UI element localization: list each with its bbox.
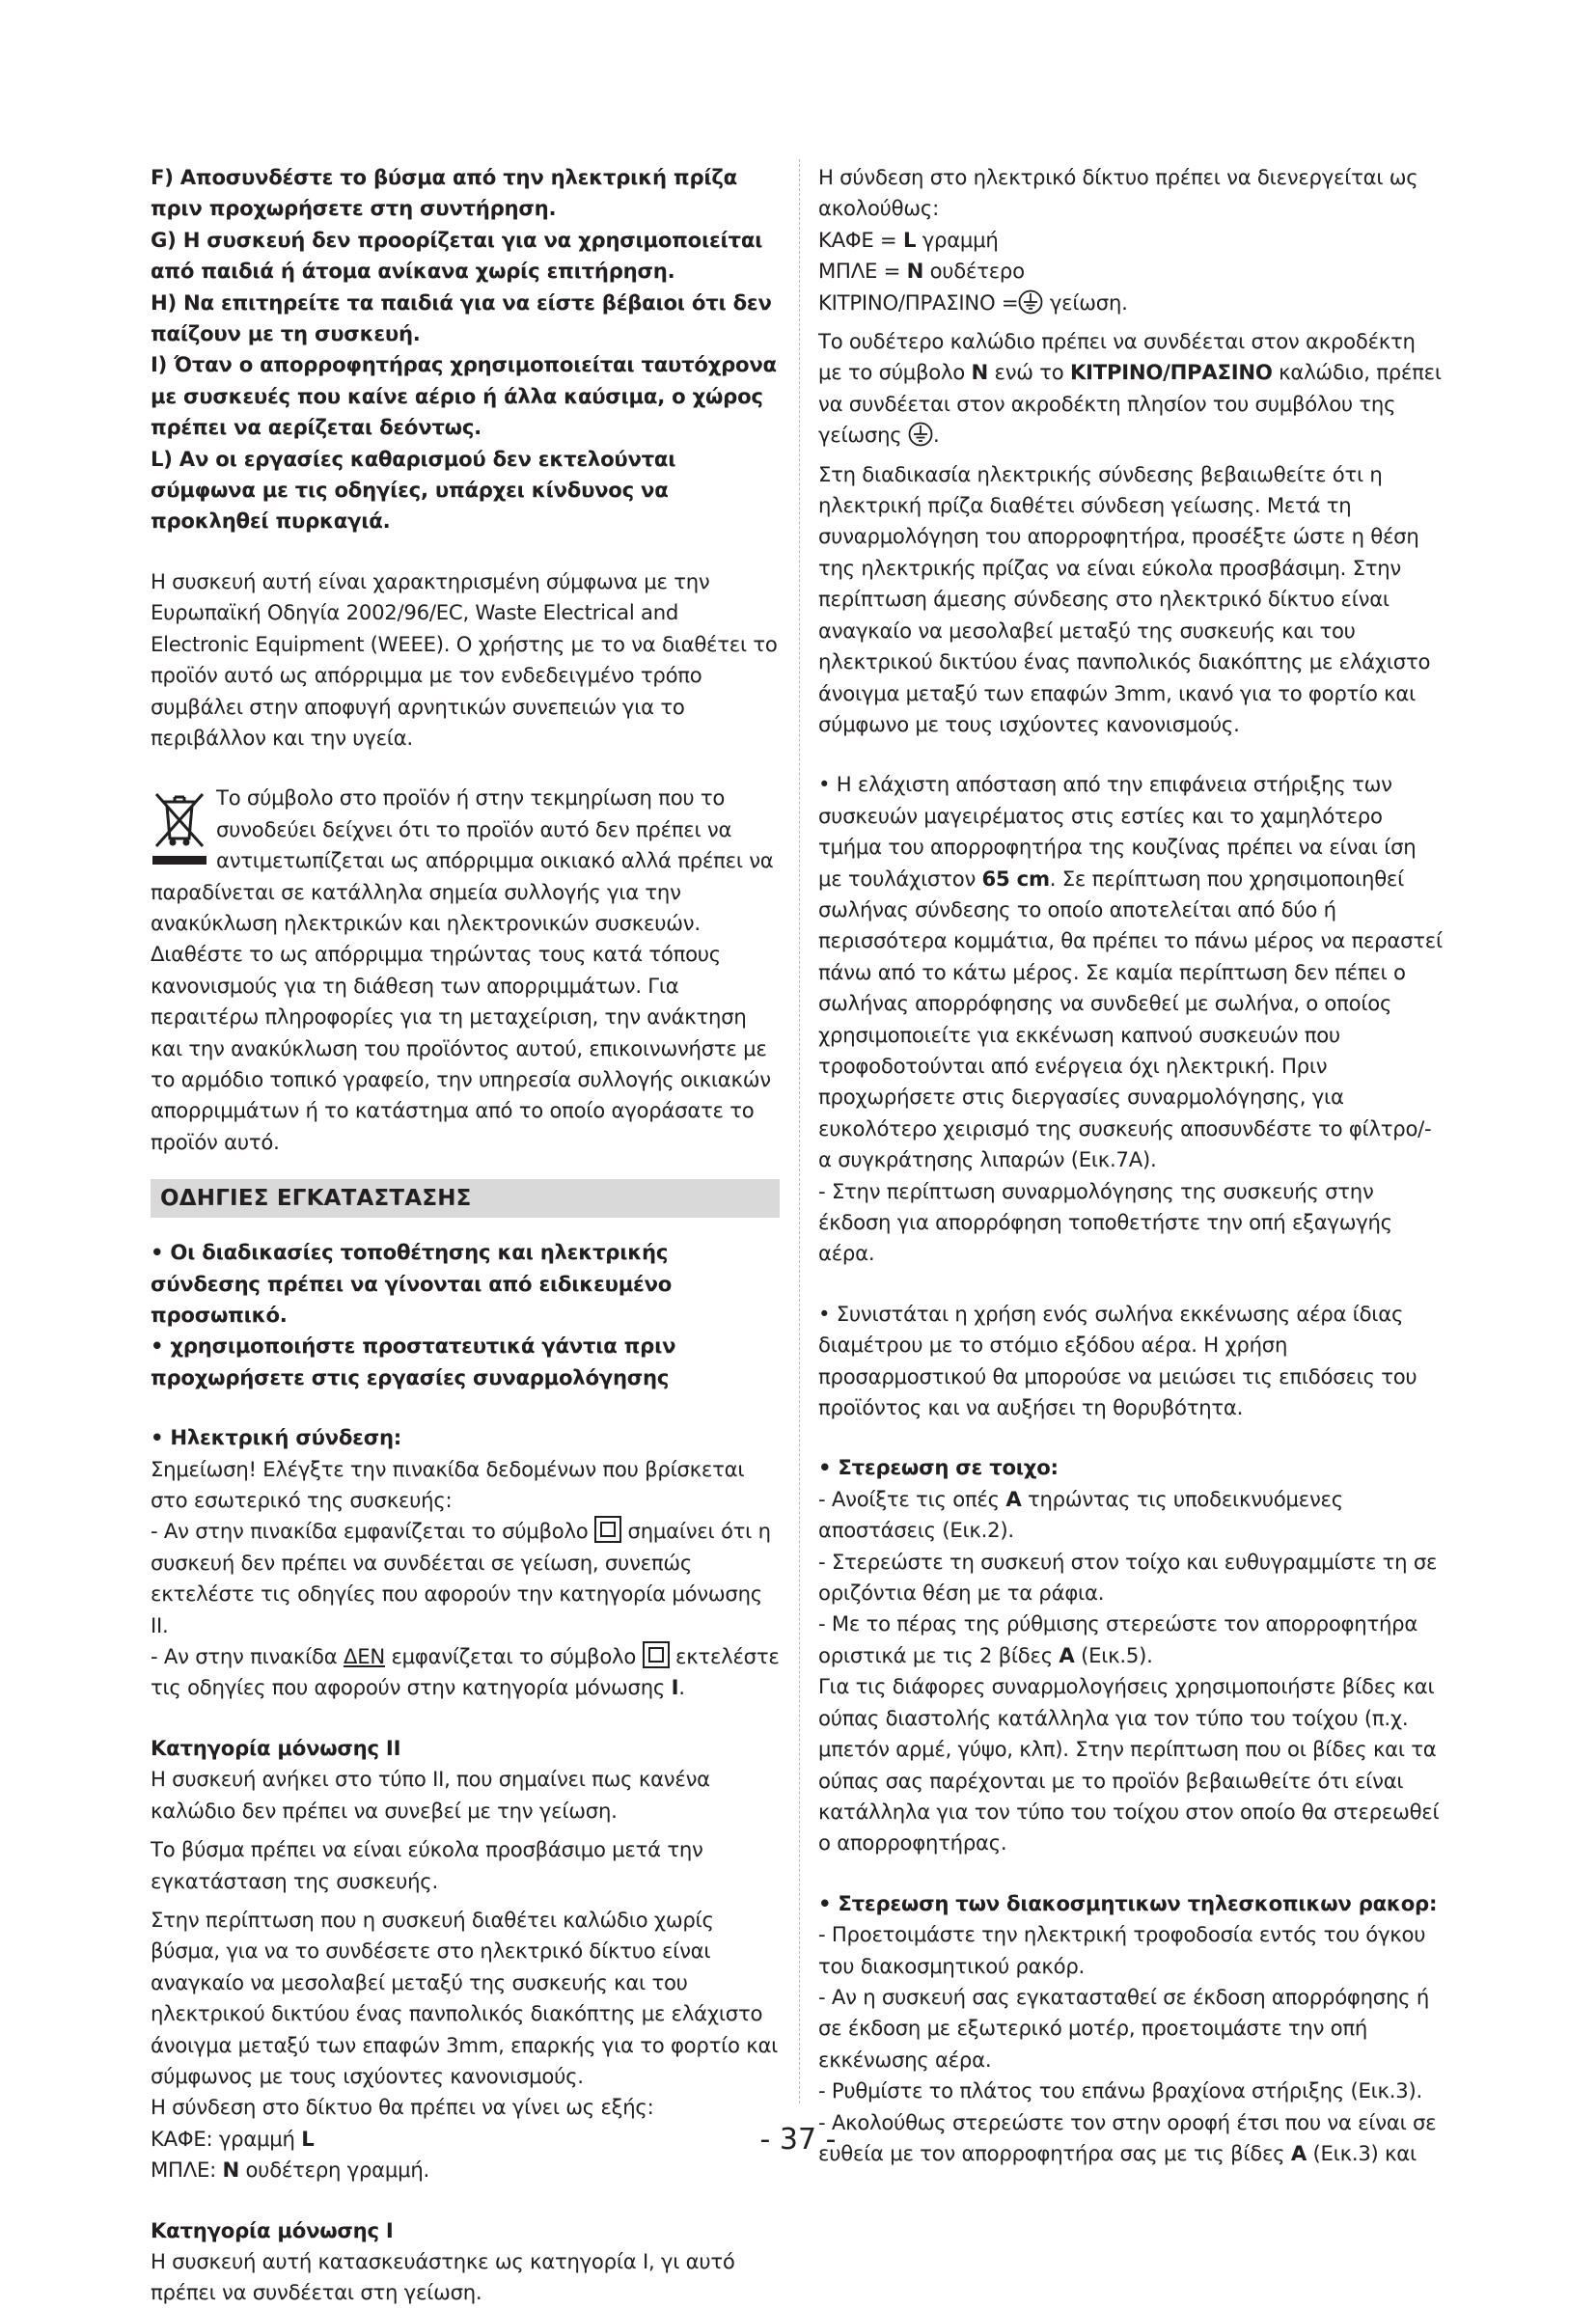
weee-block	[151, 783, 780, 1158]
section-title: ΟΔΗΓΙΕΣ ΕΓΚΑΤΑΣΤΑΣΗΣ	[151, 1179, 780, 1218]
brown-pre: ΚΑΦΕ =	[818, 227, 897, 252]
yg-text: γείωση.	[1049, 289, 1128, 315]
wall-1-post: τηρώντας τις υποδεικνυόμενες αποστάσεις (Εικ.2).	[818, 1486, 1343, 1543]
no-symbol-post: εκτελέστε τις οδηγίες που αφορούν στην κατηγορία μόνωσης	[151, 1644, 780, 1700]
telescopic-heading: • Στερεωση των διακοσμητικων τηλεσκοπικων ρακορ:	[818, 1890, 1438, 1915]
blue-letter: N	[906, 259, 924, 284]
neutral-p1: Το ουδέτερο καλώδιο πρέπει να συνδέεται στον ακροδέκτη με το σύμβολο	[818, 329, 1416, 385]
class-symbol-post: σημαίνει ότι η συσκευή δεν πρέπει να συνδέεται σε γείωση, συνεπώς εκτελέστε τις οδηγίες που αφορούν την κατηγορία μόνωσης II.	[151, 1519, 771, 1637]
class-symbol-pre: - Αν στην πινακίδα εμφανίζεται το σύμβολο	[151, 1519, 589, 1544]
connection-intro: Η σύνδεση στο ηλεκτρικό δίκτυο πρέπει να διενεργείται ως ακολούθως:	[818, 165, 1418, 221]
neutral-yg: ΚΙΤΡΙΝΟ/ΠΡΑΣΙΝΟ	[1070, 360, 1273, 385]
brown-wire-line	[818, 225, 1444, 256]
wall-1-pre: - Ανοίξτε τις οπές	[818, 1486, 1000, 1511]
warning-h: H) Να επιτηρείτε τα παιδιά για να είστε βέβαιοι ότι δεν παίζουν με τη συσκευή.	[151, 289, 772, 346]
class-symbol-paragraph	[151, 1516, 780, 1641]
warning-g: G) Η συσκευή δεν προορίζεται για να χρησιμοποιείται από παιδιά ή άτομα ανίκανα χωρίς επιτήρηση.	[151, 227, 763, 284]
yellow-green-wire-line	[818, 288, 1444, 318]
class2-paragraph-1: Η συσκευή ανήκει στο τύπο II, που σημαίνει πως κανένα καλώδιο δεν πρέπει να συνεβεί με την γείωση.	[151, 1767, 710, 1823]
class2-paragraph-4: Η σύνδεση στο δίκτυο θα πρέπει να γίνει ως εξής:	[151, 2095, 654, 2120]
blue-letter: N	[222, 2158, 239, 2183]
wall-1-a: A	[1005, 1486, 1022, 1511]
warning-i: I) Όταν ο απορροφητήρας χρησιμοποιείται ταυτόχρονα με συσκευές που καίνε αέριο ή άλλα καύσιμα, ο χώρος πρέπει να αερίζεται δεόντως.	[151, 352, 777, 440]
extraction-note: - Στην περίπτωση συναρμολόγησης της συσκευής στην έκδοση για απορρόφηση τοποθετήστε την οπή εξαγωγής αέρα.	[818, 1178, 1392, 1266]
tele-4-pre: - Ακολούθως στερεώστε τον στην οροφή έτσι που να είναι σε ευθεία με τον απορροφητήρα σας με τις βίδες	[818, 2109, 1437, 2165]
brown-text: γραμμή	[922, 227, 999, 252]
no-symbol-class: I	[671, 1675, 679, 1700]
telescopic-step-1: - Προετοιμάστε την ηλεκτρική τροφοδοσία εντός του όγκου του διακοσμητικού ρακόρ.	[818, 1922, 1426, 1978]
blue-text: ουδέτερο	[929, 259, 1025, 284]
neutral-end: .	[932, 423, 940, 448]
warning-f: F) Αποσυνδέστε το βύσμα από την ηλεκτρική πρίζα πριν προχωρήσετε στη συντήρηση.	[151, 165, 737, 221]
telescopic-step-2: - Αν η συσκευή σας εγκατασταθεί σε έκδοση απορρόφησης ή σε έκδοση με εξωτερικό μοτέρ, προετοιμάστε την οπή εκκένωσης αέρα.	[818, 1984, 1430, 2072]
tele-4-post: (Εικ.3) και	[1312, 2140, 1417, 2165]
brown-letter: L	[301, 2126, 315, 2151]
double-insulation-icon	[643, 1641, 670, 1668]
tele-4-a: A	[1290, 2140, 1307, 2165]
blue-label: ΜΠΛΕ:	[151, 2158, 216, 2183]
warning-l: L) Αν οι εργασίες καθαρισμού δεν εκτελούνται σύμφωνα με τις οδηγίες, υπάρχει κίνδυνος να προκληθεί πυρκαγιά.	[151, 446, 676, 534]
telescopic-step-3: - Ρυθμίστε το πλάτος του επάνω βραχίονα στήριξης (Εικ.3).	[818, 2078, 1422, 2103]
distance-value: 65 cm	[981, 866, 1050, 891]
distance-pre: • Η ελάχιστη απόσταση από την επιφάνεια στήριξης των συσκευών μαγειρέματος στις εστίες και το χαμηλότερο τμήμα του απορροφητήρα της κουζίνας πρέπει να είναι ίση με τουλάχιστον	[818, 772, 1417, 891]
no-symbol-den: ΔΕΝ	[343, 1644, 385, 1669]
blue-text: ουδέτερη γραμμή.	[245, 2158, 430, 2183]
wall-step-1	[818, 1484, 1444, 1547]
double-insulation-icon	[594, 1516, 621, 1543]
left-column	[151, 162, 780, 2309]
column-separator	[799, 159, 800, 2103]
neutral-n: N	[971, 360, 989, 385]
wall-3-pre: - Με το πέρας της ρύθμισης στερεώστε τον απορροφητήρα οριστικά με τις 2 βίδες	[818, 1611, 1418, 1667]
ground-icon	[1018, 289, 1043, 315]
wall-step-2: - Στερεώστε τη συσκευή στον τοίχο και ευθυγραμμίστε τη σε οριζόντια θέση με τα ράφια.	[818, 1549, 1438, 1606]
wall-3-a: A	[1059, 1642, 1075, 1667]
class1-heading: Κατηγορία μόνωσης I	[151, 2217, 394, 2242]
wall-step-3	[818, 1608, 1444, 1671]
distance-paragraph	[818, 769, 1444, 1175]
blue-wire-line	[818, 256, 1444, 287]
weee-symbol-paragraph: Το σύμβολο στο προϊόν ή στην τεκμηρίωση που το συνοδεύει δείχνει ότι το προϊόν αυτό δεν πρέπει να αντιμετωπίζεται ως απόρριμμα οικιακό αλλά πρέπει να παραδίνεται σε κατάλληλα σημεία συλλογής για την ανακύκλωση ηλεκτρικών και ηλεκτρονικών συσκευών. Διαθέστε το ως απόρριμμα τηρώντας τους κατά τόπους κανονισμούς για τη διάθεση των απορριμμάτων. Για περαιτέρω πληροφορίες για τη μεταχείριση, την ανάκτηση και την ανακύκλωση του προϊόντος αυτού, επικοινωνήστε με το αρμόδιο τοπικό γραφείο, την υπηρεσία συλλογής οικιακών απορριμμάτων ή το κατάστημα από το οποίο αγοράσατε το προϊόν αυτό.	[151, 785, 774, 1154]
crossed-bin-icon	[151, 786, 208, 867]
pipe-note: • Συνιστάται η χρήση ενός σωλήνα εκκένωσης αέρα ίδιας διαμέτρου με το στόμιο εξόδου αέρα. Η χρήση προσαρμοστικού θα μπορούσε να μειώσει τις επιδόσεις του προϊόντος και να αυξήσει τη θορυβότητα.	[818, 1301, 1417, 1420]
class2-paragraph-3: Στην περίπτωση που η συσκευή διαθέτει καλώδιο χωρίς βύσμα, για να το συνδέσετε στο ηλεκτρικό δίκτυο είναι αναγκαίο να μεσολαβεί μεταξύ της συσκευής και του ηλεκτρικού δικτύου ένας πανπολικός διακόπτης με ελάχιστο άνοιγμα μεταξύ των επαφών 3mm, επαρκής για το φορτίο και σύμφωνος με τους ισχύοντες κανονισμούς.	[151, 1907, 779, 2088]
electrical-heading: • Ηλεκτρική σύνδεση:	[151, 1425, 402, 1450]
yg-pre: ΚΙΤΡΙΝΟ/ΠΡΑΣΙΝΟ =	[818, 289, 1019, 315]
class1-paragraph: Η συσκευή αυτή κατασκευάστηκε ως κατηγορία I, γι αυτό πρέπει να συνδέεται στη γείωση.	[151, 2248, 735, 2305]
brown-label: ΚΑΦΕ:	[151, 2126, 213, 2151]
no-symbol-paragraph: - Αν στην πινακίδα ΔΕΝ εμφανίζεται το σύμβολο εκτελέστε τις οδηγίες που αφορούν στην κατηγορία μόνωσης I.	[151, 1641, 780, 1704]
neutral-p2: ενώ το	[994, 360, 1064, 385]
wall-mount-heading: • Στερεωση σε τοιχο:	[818, 1455, 1059, 1480]
weee-directive-paragraph: Η συσκευή αυτή είναι χαρακτηρισμένη σύμφωνα με την Ευρωπαϊκή Οδηγία 2002/96/EC, Waste Electrical and Electronic Equipment (WEEE). Ο χρήστης με το να διαθέτει το προϊόν αυτό ως απόρριμμα με τον ενδεδειγμένο τρόπο συμβάλει στην αποφυγή αρνητικών συνεπειών για το περιβάλλον και την υγεία.	[151, 568, 778, 750]
distance-post: . Σε περίπτωση που χρησιμοποιηθεί σωλήνας σύνδεσης το οποίο αποτελείται από δύο ή περισσότερα κομμάτια, θα πρέπει το πάνω μέρος να περαστεί πάνω από το κάτω μέρος. Σε καμία περίπτωση δεν πέπει ο σωλήνας απορρόφησης να συνδεθεί με σωλήνα, ο οποίος χρησιμοποιείτε για εκκένωση καπνού συσκευών που τροφοδοτούνται από ενέργεια όχι ηλεκτρική. Πριν προχωρήσετε στις διεργασίες συναρμολόγησης, για ευκολότερο χειρισμό της συσκευής αποσυνδέστε το φίλτρο/-α συγκράτησης λιπαρών (Εικ.7Α).	[818, 866, 1443, 1172]
no-symbol-mid: εμφανίζεται το σύμβολο	[391, 1644, 637, 1669]
neutral-paragraph	[818, 326, 1444, 452]
wall-step-4: Για τις διάφορες συναρμολογήσεις χρησιμοποιήστε βίδες και ούπας διαστολής κατάλληλα για τον τύπο του τοίχου (π.χ. μπετόν αρμέ, γύψο, κλπ). Στην περίπτωση που οι βίδες και τα ούπας σας παρέχονται με το προϊόν βεβαιωθείτε ότι είναι κατάλληλα για τον τύπο του τοίχου στον οποίο θα στερεωθεί ο απορροφητήρας.	[818, 1674, 1440, 1855]
wall-3-post: (Εικ.5).	[1081, 1642, 1153, 1667]
install-bullet-qualified: • Οι διαδικασίες τοποθέτησης και ηλεκτρικής σύνδεσης πρέπει να γίνονται από ειδικευμένο προσωπικό.	[151, 1240, 673, 1327]
ground-process-paragraph: Στη διαδικασία ηλεκτρικής σύνδεσης βεβαιωθείτε ότι η ηλεκτρική πρίζα διαθέτει σύνδεση γείωσης. Μετά τη συναρμολόγηση του απορροφητήρα, προσέξτε ώστε η θέση της ηλεκτρικής πρίζας να είναι εύκολα προσβάσιμη. Στην περίπτωση άμεσης σύνδεσης στο ηλεκτρικό δίκτυο είναι αναγκαίο να μεσολαβεί μεταξύ της συσκευής και του ηλεκτρικού δικτύου ένας πανπολικός διακόπτης με ελάχιστο άνοιγμα μεταξύ των επαφών 3mm, ικανό για το φορτίο και σύμφωνο με τους ισχύοντες κανονισμούς.	[818, 461, 1431, 736]
blue-wire-line	[151, 2155, 780, 2185]
class2-heading: Κατηγορία μόνωσης II	[151, 1735, 401, 1760]
install-bullet-gloves: • χρησιμοποιήστε προστατευτικά γάντια πριν προχωρήσετε στις εργασίες συναρμολόγησης	[151, 1333, 676, 1389]
electrical-note: Σημείωση! Ελέγξτε την πινακίδα δεδομένων που βρίσκεται στο εσωτερικό της συσκευής:	[151, 1456, 745, 1513]
brown-letter: L	[902, 227, 917, 252]
ground-icon	[908, 422, 933, 447]
class2-paragraph-2: Το βύσμα πρέπει να είναι εύκολα προσβάσιμο μετά την εγκατάσταση της συσκευής.	[151, 1837, 703, 1893]
right-column	[818, 162, 1444, 2169]
blue-pre: ΜΠΛΕ =	[818, 259, 901, 284]
no-symbol-pre: - Αν στην πινακίδα	[151, 1644, 338, 1669]
page-number: - 37 -	[759, 2123, 837, 2157]
brown-text: γραμμή	[218, 2126, 295, 2151]
neutral-p3: καλώδιο, πρέπει να συνδέεται στον ακροδέκτη πλησίον του συμβόλου της γείωσης	[818, 360, 1442, 448]
